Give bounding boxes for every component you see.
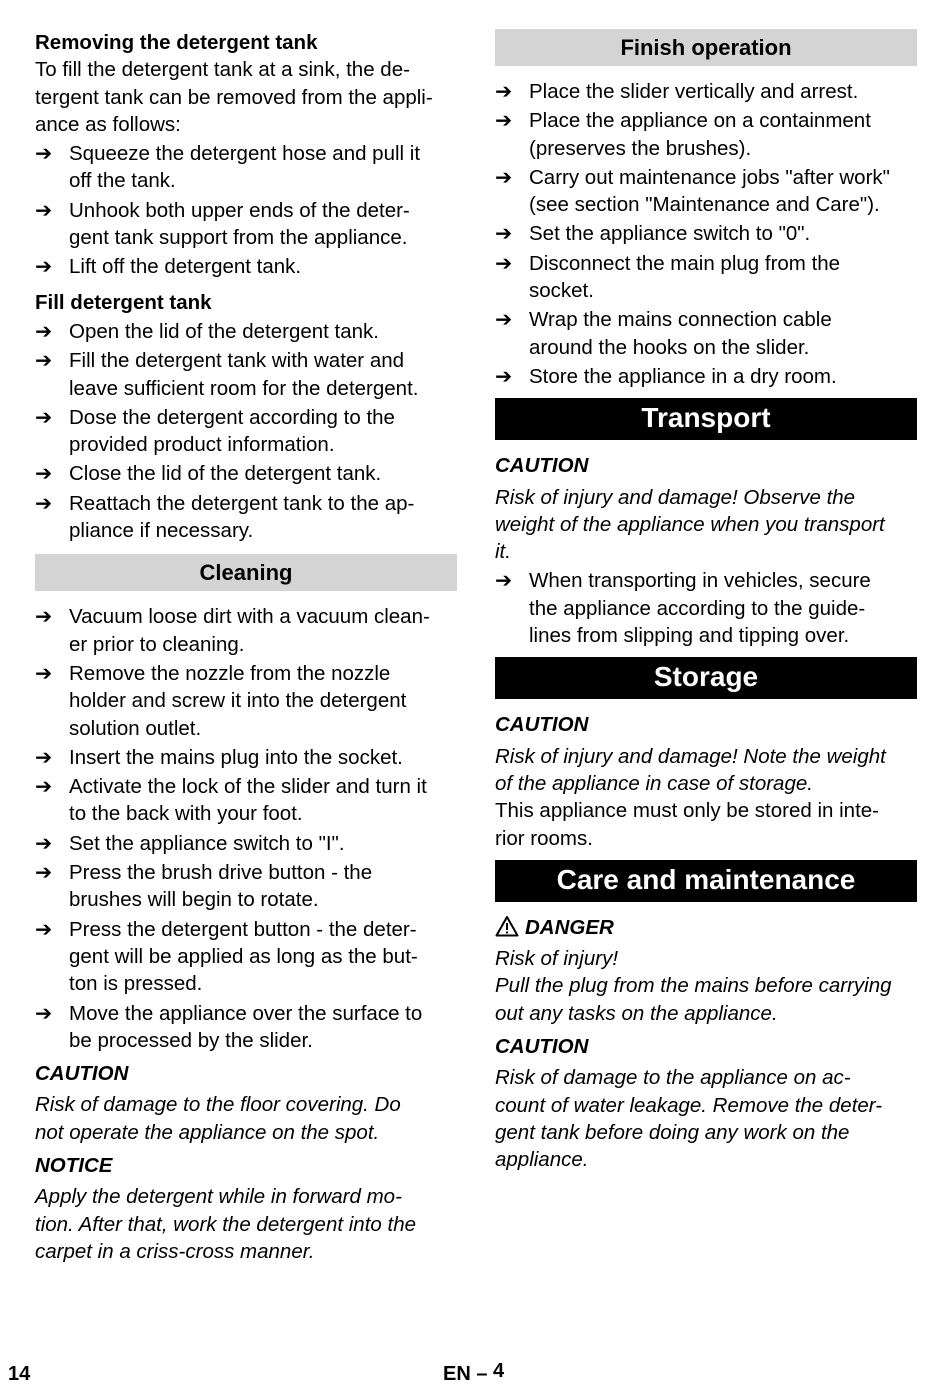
text-line: Pull the plug from the mains before carrying (495, 974, 892, 998)
text-line: count of water leakage. Remove the deter- (495, 1093, 883, 1117)
list-item-text: pliance if necessary. (69, 519, 254, 543)
list-item-text: gent tank support from the appliance. (69, 226, 408, 250)
text-line: carpet in a criss-cross manner. (35, 1239, 315, 1263)
list-item (35, 859, 457, 914)
removing-bullets (35, 140, 457, 280)
list-item (495, 78, 917, 105)
list-item-text: Move the appliance over the surface to (69, 1001, 423, 1025)
removing-intro (35, 56, 457, 138)
text-line: not operate the appliance on the spot. (35, 1120, 380, 1144)
list-item (495, 220, 917, 247)
list-item (35, 197, 457, 252)
arrow-right-icon: ➔ (495, 569, 513, 593)
list-item-text: Disconnect the main plug from the (529, 251, 841, 275)
page-number: 14 (8, 1363, 31, 1385)
list-item (35, 603, 457, 658)
storage-text (495, 797, 917, 852)
arrow-right-icon: ➔ (35, 462, 53, 486)
arrow-right-icon: ➔ (35, 255, 53, 279)
list-item-text: Press the brush drive button - the (69, 861, 373, 885)
text-line: weight of the appliance when you transport (495, 512, 885, 536)
arrow-right-icon: ➔ (35, 745, 53, 769)
arrow-right-icon: ➔ (495, 222, 513, 246)
list-item-text: socket. (529, 279, 594, 303)
arrow-right-icon: ➔ (495, 308, 513, 332)
list-item-text: Squeeze the detergent hose and pull it (69, 142, 421, 166)
text-line: ance as follows: (35, 112, 181, 136)
text-line: To fill the detergent tank at a sink, the de- (35, 58, 410, 82)
list-item (495, 363, 917, 390)
list-item-text: Place the slider vertically and arrest. (529, 80, 859, 103)
list-item (35, 744, 457, 771)
list-item (35, 916, 457, 998)
transport-caution-text (495, 484, 917, 566)
cleaning-caution-text (35, 1091, 457, 1146)
arrow-right-icon: ➔ (495, 251, 513, 275)
list-item-text: Insert the mains plug into the socket. (69, 745, 403, 769)
text-line: tergent tank can be removed from the appli- (35, 85, 433, 109)
list-item-text: ton is pressed. (69, 972, 203, 996)
list-item-text: Unhook both upper ends of the deter- (69, 198, 410, 222)
list-item-text: around the hooks on the slider. (529, 335, 810, 359)
text-line: out any tasks on the appliance. (495, 1001, 778, 1025)
list-item (495, 250, 917, 305)
language-page-label (443, 1362, 504, 1386)
cleaning-bullets (35, 603, 457, 1054)
list-item-text: Store the appliance in a dry room. (529, 364, 837, 388)
list-item (35, 490, 457, 545)
text-line: of the appliance in case of storage. (495, 771, 813, 795)
right-column (495, 29, 917, 1174)
list-item-text: Dose the detergent according to the (69, 405, 395, 429)
list-item-text: to the back with your foot. (69, 802, 303, 826)
list-item-text: off the tank. (69, 169, 176, 193)
list-item-text: provided product information. (69, 433, 335, 457)
care-heading: Care and maintenance (495, 860, 917, 902)
list-item-text: Vacuum loose dirt with a vacuum clean- (69, 605, 430, 629)
list-item (35, 460, 457, 487)
list-item (35, 773, 457, 828)
arrow-right-icon: ➔ (35, 1001, 53, 1025)
list-item (35, 318, 457, 345)
lang-page: 4 (493, 1360, 505, 1382)
arrow-right-icon: ➔ (35, 319, 53, 343)
text-line: appliance. (495, 1148, 589, 1172)
arrow-right-icon: ➔ (35, 917, 53, 941)
list-item-text: Activate the lock of the slider and turn it (69, 775, 427, 799)
list-item (35, 1000, 457, 1055)
list-item (495, 567, 917, 649)
list-item (495, 164, 917, 219)
list-item-text: (see section "Maintenance and Care"). (529, 193, 880, 217)
arrow-right-icon: ➔ (35, 491, 53, 515)
list-item-text: When transporting in vehicles, secure (529, 569, 871, 593)
list-item-text: Press the detergent button - the deter- (69, 917, 417, 941)
care-caution-text (495, 1064, 917, 1173)
list-item (495, 306, 917, 361)
transport-caution-label: CAUTION (495, 454, 589, 478)
arrow-right-icon: ➔ (35, 142, 53, 166)
list-item (495, 107, 917, 162)
fill-bullets (35, 318, 457, 544)
text-line: Risk of injury! (495, 947, 619, 971)
list-item (35, 140, 457, 195)
arrow-right-icon: ➔ (35, 349, 53, 373)
list-item-text: Open the lid of the detergent tank. (69, 319, 379, 343)
list-item-text: Wrap the mains connection cable (529, 308, 832, 332)
list-item-text: Fill the detergent tank with water and (69, 349, 405, 373)
finish-heading: Finish operation (495, 29, 917, 66)
arrow-right-icon: ➔ (35, 405, 53, 429)
list-item (35, 660, 457, 742)
list-item-text: Lift off the detergent tank. (69, 255, 302, 279)
list-item-text: Close the lid of the detergent tank. (69, 462, 382, 486)
cleaning-notice-text (35, 1183, 457, 1265)
text-line: This appliance must only be stored in inte- (495, 799, 880, 823)
text-line: Risk of injury and damage! Observe the (495, 485, 856, 509)
arrow-right-icon: ➔ (495, 80, 513, 103)
list-item-text: solution outlet. (69, 716, 202, 740)
list-item-text: be processed by the slider. (69, 1028, 313, 1052)
arrow-right-icon: ➔ (35, 831, 53, 855)
danger-label-text: DANGER (525, 915, 614, 939)
list-item-text: (preserves the brushes). (529, 136, 752, 160)
storage-heading: Storage (495, 657, 917, 699)
list-item-text: Reattach the detergent tank to the ap- (69, 491, 415, 515)
text-line: rior rooms. (495, 826, 593, 850)
list-item-text: er prior to cleaning. (69, 632, 245, 656)
left-column (35, 29, 457, 1265)
text-line: gent tank before doing any work on the (495, 1120, 850, 1144)
care-caution-label: CAUTION (495, 1035, 589, 1059)
text-line: Apply the detergent while in forward mo- (35, 1185, 402, 1209)
arrow-right-icon: ➔ (495, 165, 513, 189)
list-item-text: leave sufficient room for the detergent. (69, 376, 419, 400)
list-item (35, 830, 457, 857)
list-item-text: the appliance according to the guide- (529, 596, 866, 620)
list-item-text: Place the appliance on a containment (529, 109, 871, 133)
text-line: Risk of damage to the appliance on ac- (495, 1066, 851, 1090)
arrow-right-icon: ➔ (35, 775, 53, 799)
arrow-right-icon: ➔ (35, 661, 53, 685)
list-item (35, 347, 457, 402)
transport-bullets (495, 567, 917, 649)
list-item-text: holder and screw it into the detergent (69, 689, 407, 713)
arrow-right-icon: ➔ (35, 605, 53, 629)
text-line: tion. After that, work the detergent into the (35, 1212, 416, 1236)
fill-heading: Fill detergent tank (35, 290, 212, 314)
list-item-text: Remove the nozzle from the nozzle (69, 661, 391, 685)
care-danger-text (495, 945, 917, 1027)
lang-label: EN – (443, 1363, 494, 1385)
arrow-right-icon: ➔ (495, 364, 513, 388)
care-danger-label (495, 914, 917, 941)
removing-heading: Removing the detergent tank (35, 31, 318, 54)
list-item-text: Set the appliance switch to "0". (529, 222, 811, 246)
storage-caution-label: CAUTION (495, 713, 589, 737)
finish-bullets (495, 78, 917, 390)
arrow-right-icon: ➔ (35, 861, 53, 885)
cleaning-notice-label: NOTICE (35, 1153, 113, 1177)
list-item (35, 404, 457, 459)
arrow-right-icon: ➔ (35, 198, 53, 222)
arrow-right-icon: ➔ (495, 109, 513, 133)
list-item-text: Carry out maintenance jobs "after work" (529, 165, 890, 189)
text-line: Risk of damage to the floor covering. Do (35, 1093, 401, 1117)
list-item-text: brushes will begin to rotate. (69, 888, 319, 912)
text-line: Risk of injury and damage! Note the weight (495, 744, 886, 768)
list-item-text: lines from slipping and tipping over. (529, 624, 850, 648)
warning-triangle-icon (495, 915, 519, 937)
list-item-text: gent will be applied as long as the but- (69, 944, 418, 968)
list-item-text: Set the appliance switch to "I". (69, 831, 345, 855)
cleaning-heading: Cleaning (35, 554, 457, 591)
cleaning-caution-label: CAUTION (35, 1062, 129, 1086)
list-item (35, 253, 457, 280)
storage-caution-text (495, 743, 917, 798)
text-line: it. (495, 540, 511, 564)
transport-heading: Transport (495, 398, 917, 440)
